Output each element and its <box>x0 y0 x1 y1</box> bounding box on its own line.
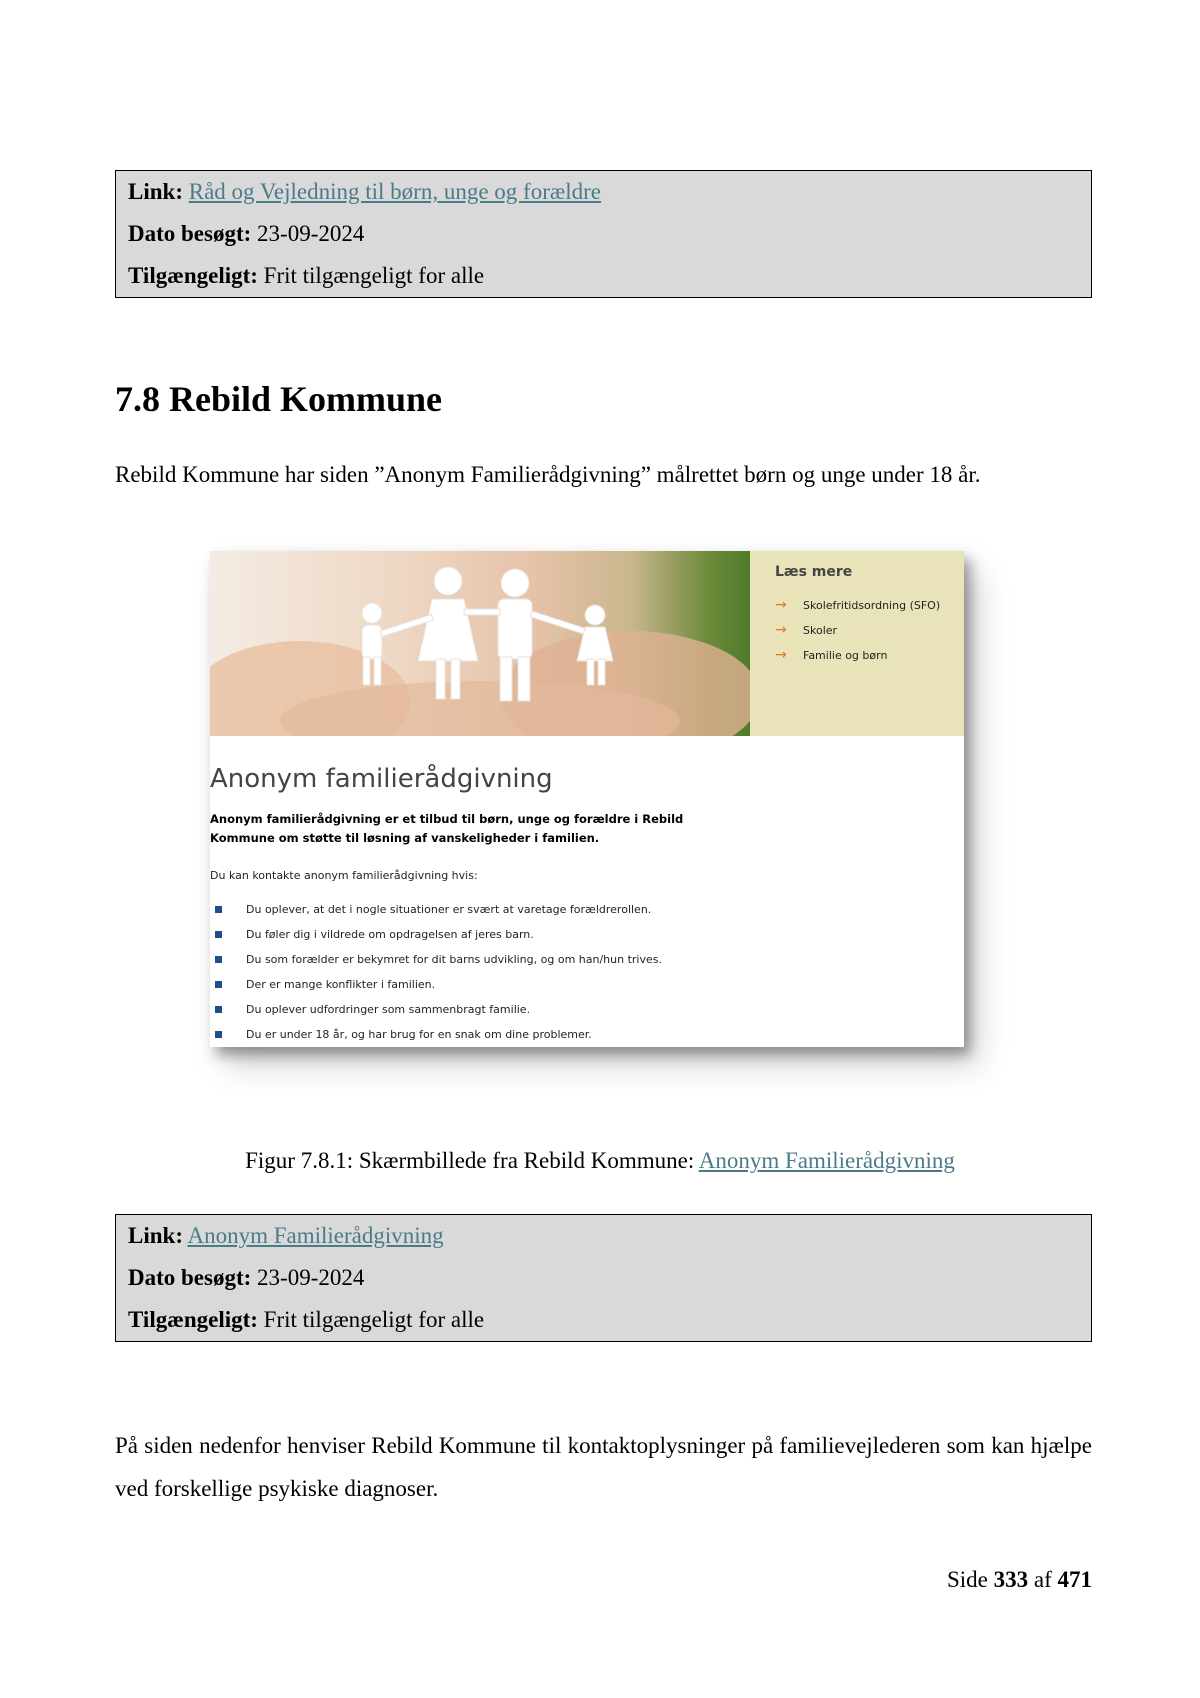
read-more-sidebar <box>750 551 964 736</box>
hero-image <box>210 551 750 736</box>
bullet-text: Du oplever udfordringer som sammenbragt familie. <box>246 1003 531 1016</box>
side-label: Side <box>946 1567 988 1592</box>
bullet-text: Du føler dig i vildrede om opdragelsen af jeres barn. <box>246 928 534 941</box>
info-box-top <box>115 170 1092 298</box>
bullet-text: Du er under 18 år, og har brug for en snak om dine problemer. <box>246 1028 592 1041</box>
access-row <box>128 1299 1079 1341</box>
square-bullet-icon <box>215 1006 222 1013</box>
access-value: Frit tilgængeligt for alle <box>263 263 485 288</box>
access-row <box>128 255 1079 297</box>
total-pages: 471 <box>1057 1567 1092 1592</box>
square-bullet-icon <box>215 981 222 988</box>
list-item <box>210 972 662 997</box>
closing-paragraph: På siden nedenfor henviser Rebild Kommune til kontaktoplysninger på familievejlederen som kan hjælpe ved forskellige psykiske diagnoser. <box>115 1433 1092 1501</box>
sidebar-link-sfo[interactable] <box>775 597 940 613</box>
list-item <box>210 997 662 1022</box>
sidebar-link-label: Skoler <box>803 623 838 637</box>
link-raad-og-vejledning[interactable]: Råd og Vejledning til børn, unge og forældre <box>188 179 601 204</box>
list-item <box>210 897 662 922</box>
access-value: Frit tilgængeligt for alle <box>263 1307 485 1332</box>
link-label: Link: <box>128 1223 183 1248</box>
access-label: Tilgængeligt: <box>128 1307 258 1332</box>
of-label: af <box>1033 1567 1052 1592</box>
date-row <box>128 1257 1079 1299</box>
link-row <box>128 1215 1079 1257</box>
link-anonym-familieraadgivning[interactable]: Anonym Familierådgivning <box>187 1223 444 1248</box>
square-bullet-icon <box>215 931 222 938</box>
family-hands-illustration <box>210 551 750 736</box>
section-heading: 7.8 Rebild Kommune <box>115 379 443 419</box>
date-row <box>128 213 1079 255</box>
arrow-right-icon: → <box>775 622 787 638</box>
sidebar-link-label: Skolefritidsordning (SFO) <box>803 598 941 612</box>
screenshot-lead: Anonym familierådgivning er et tilbud til børn, unge og forældre i Rebild Kommune om støtte til løsning af vanskeligheder i familien. <box>210 812 684 845</box>
date-value: 23-09-2024 <box>257 221 365 246</box>
caption-prefix: Figur 7.8.1: Skærmbillede fra Rebild Kommune: <box>245 1148 699 1173</box>
sidebar-link-label: Familie og børn <box>803 648 888 662</box>
section-intro: Rebild Kommune har siden ”Anonym Familierådgivning” målrettet børn og unge under 18 år. <box>115 462 981 487</box>
date-value: 23-09-2024 <box>257 1265 365 1290</box>
screenshot-contact-intro: Du kan kontakte anonym familierådgivning hvis: <box>210 869 478 882</box>
list-item <box>210 947 662 972</box>
access-label: Tilgængeligt: <box>128 263 258 288</box>
square-bullet-icon <box>215 956 222 963</box>
info-box-bottom <box>115 1214 1092 1342</box>
list-item <box>210 922 662 947</box>
date-label: Dato besøgt: <box>128 221 252 246</box>
screenshot-bullet-list <box>210 897 662 1047</box>
square-bullet-icon <box>215 906 222 913</box>
caption-link[interactable]: Anonym Familierådgivning <box>698 1148 955 1173</box>
sidebar-title: Læs mere <box>775 564 853 580</box>
current-page: 333 <box>993 1567 1029 1592</box>
arrow-right-icon: → <box>775 647 787 663</box>
sidebar-link-familie[interactable] <box>775 647 887 663</box>
bullet-text: Du oplever, at det i nogle situationer er svært at varetage forældrerollen. <box>246 903 652 916</box>
website-screenshot <box>210 551 964 1047</box>
list-item <box>210 1022 662 1047</box>
sidebar-link-skoler[interactable] <box>775 622 837 638</box>
link-row <box>128 171 1079 213</box>
bullet-text: Der er mange konflikter i familien. <box>246 978 436 991</box>
square-bullet-icon <box>215 1031 222 1038</box>
figure-caption <box>0 1148 1200 1174</box>
page-number <box>947 1567 1092 1593</box>
screenshot-page-heading: Anonym familierådgivning <box>210 764 553 794</box>
date-label: Dato besøgt: <box>128 1265 252 1290</box>
arrow-right-icon: → <box>775 597 787 613</box>
link-label: Link: <box>128 179 183 204</box>
bullet-text: Du som forælder er bekymret for dit barns udvikling, og om han/hun trives. <box>246 953 662 966</box>
